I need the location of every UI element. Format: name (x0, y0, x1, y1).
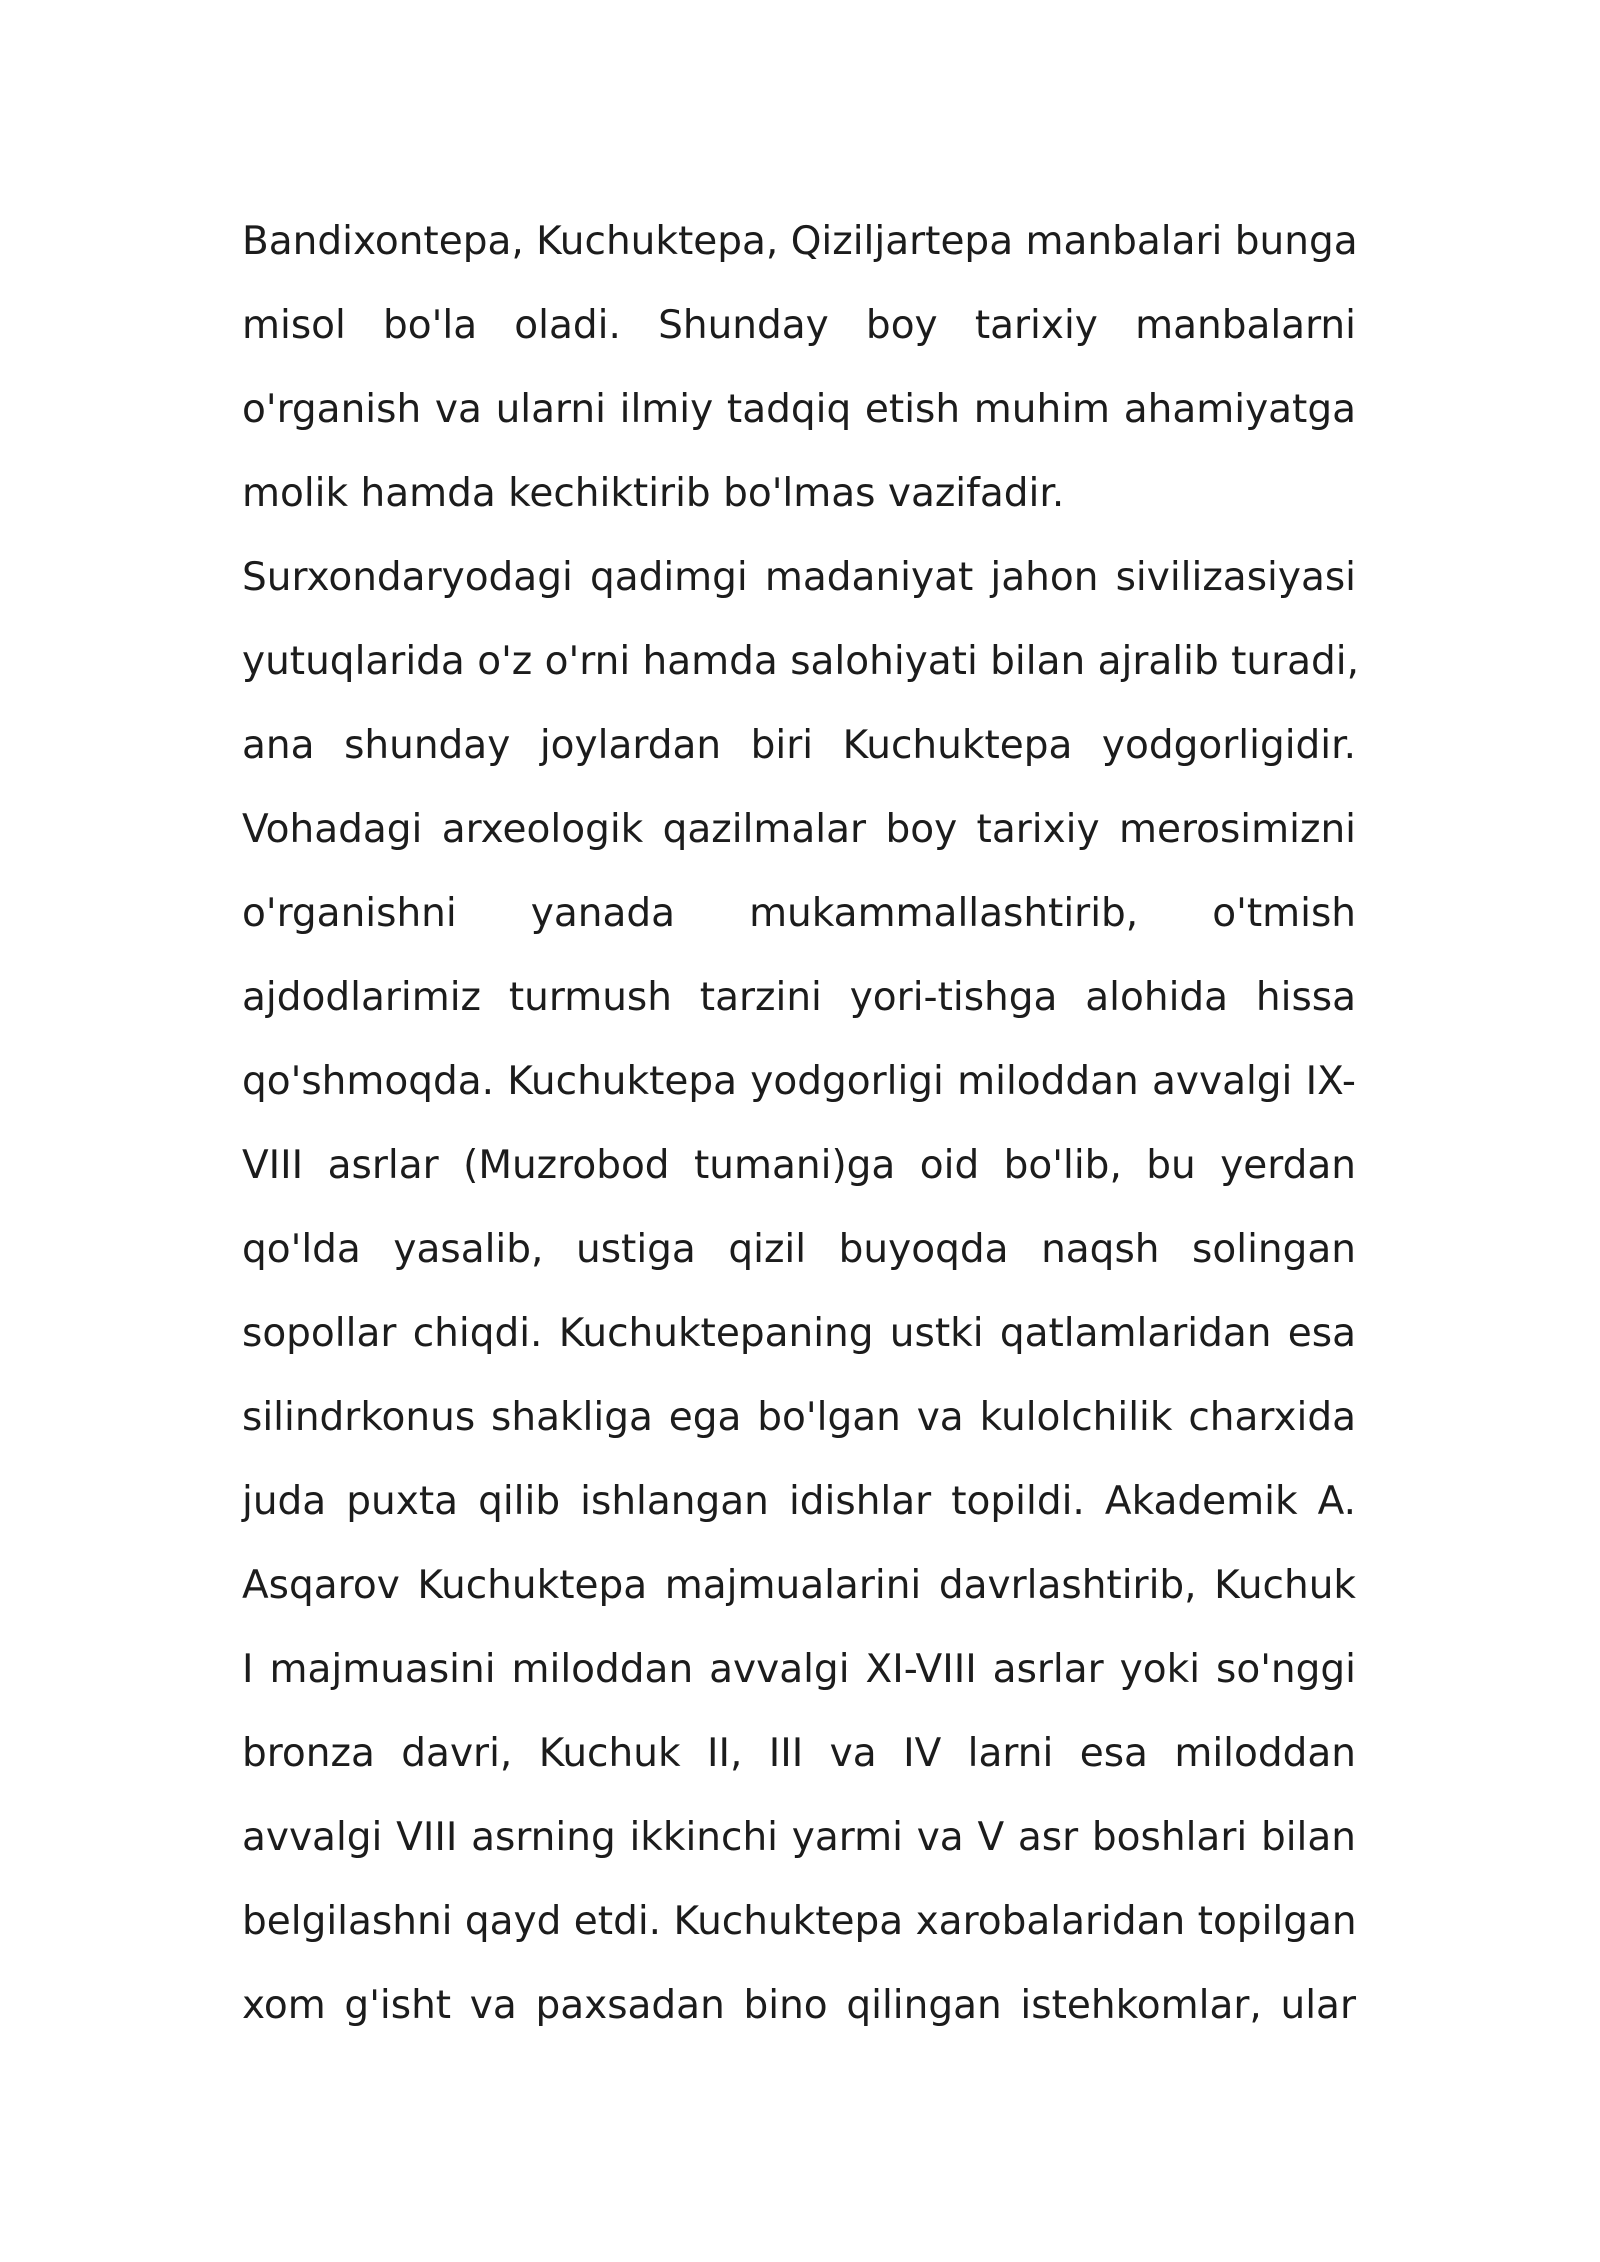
text-line: ana shunday joylardan biri Kuchuktepa yodgorligidir. (242, 723, 1356, 768)
text-line: juda puxta qilib ishlangan idishlar topildi. Akademik A. (242, 1479, 1356, 1524)
text-line: I majmuasini miloddan avvalgi XI-VIII asrlar yoki so'nggi (242, 1647, 1356, 1692)
text-line: Vohadagi arxeologik qazilmalar boy tarixiy merosimizni (242, 807, 1356, 852)
text-line: VIII asrlar (Muzrobod tumani)ga oid bo'lib, bu yerdan (242, 1143, 1356, 1188)
text-line: belgilashni qayd etdi. Kuchuktepa xarobalaridan topilgan (242, 1899, 1357, 1944)
text-line: avvalgi VIII asrning ikkinchi yarmi va V asr boshlari bilan (242, 1815, 1356, 1860)
text-line: o'rganishni yanada mukammallashtirib, o'tmish (242, 891, 1356, 936)
text-line: silindrkonus shakliga ega bo'lgan va kulolchilik charxida (242, 1395, 1356, 1440)
text-line: misol bo'la oladi. Shunday boy tarixiy manbalarni (242, 303, 1356, 348)
text-line: qo'shmoqda. Kuchuktepa yodgorligi miloddan avvalgi IX- (242, 1059, 1356, 1104)
text-line: o'rganish va ularni ilmiy tadqiq etish muhim ahamiyatga (242, 387, 1356, 432)
text-line: qo'lda yasalib, ustiga qizil buyoqda naqsh solingan (242, 1227, 1356, 1272)
text-line: bronza davri, Kuchuk II, III va IV larni esa miloddan (242, 1731, 1356, 1776)
text-line: ajdodlarimiz turmush tarzini yori-tishga alohida hissa (242, 975, 1356, 1020)
text-line: Asqarov Kuchuktepa majmualarini davrlashtirib, Kuchuk (242, 1563, 1356, 1608)
text-line: Bandixontepa, Kuchuktepa, Qiziljartepa manbalari bunga (242, 219, 1358, 264)
text-line: molik hamda kechiktirib bo'lmas vazifadir. (242, 471, 1065, 516)
text-line: sopollar chiqdi. Kuchuktepaning ustki qatlamlaridan esa (242, 1311, 1356, 1356)
text-line: xom g'isht va paxsadan bino qilingan istehkomlar, ular (242, 1983, 1356, 2028)
text-line: Surxondaryodagi qadimgi madaniyat jahon sivilizasiyasi (242, 555, 1356, 600)
body-text (242, 200, 1360, 2048)
text-line: yutuqlarida o'z o'rni hamda salohiyati bilan ajralib turadi, (242, 639, 1360, 684)
